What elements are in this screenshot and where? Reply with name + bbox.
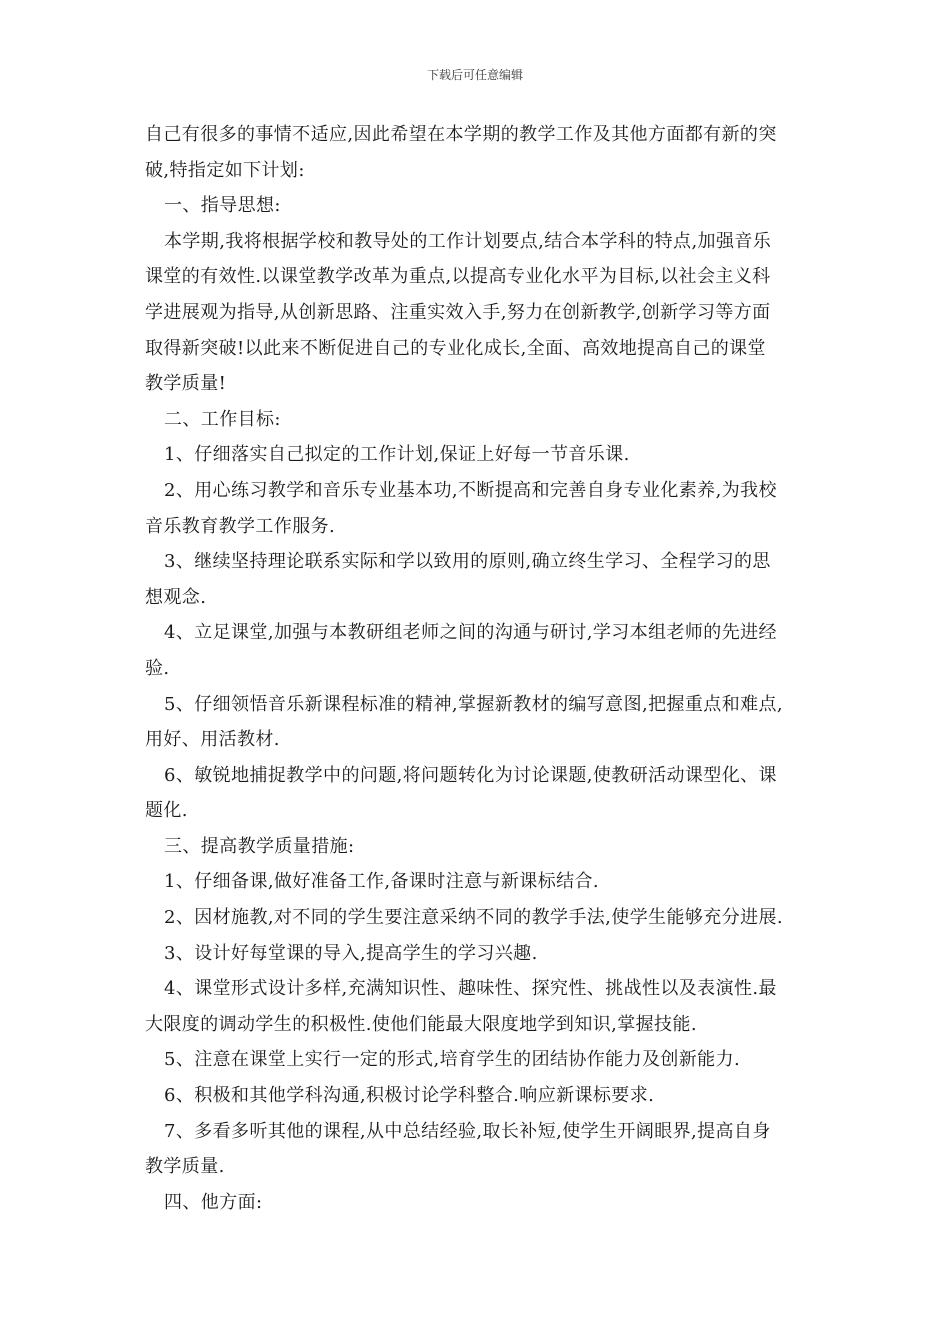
section-heading: 三、提高教学质量措施:	[164, 835, 355, 857]
list-item-continuation: 大限度的调动学生的积极性.使他们能最大限度地学到知识,掌握技能.	[145, 1013, 697, 1035]
paragraph-line: 破,特指定如下计划:	[145, 159, 305, 181]
list-item: 6、敏锐地捕捉教学中的问题,将问题转化为讨论课题,使教研活动课型化、课	[164, 764, 777, 786]
list-item-continuation: 验.	[145, 657, 170, 679]
list-item: 3、设计好每堂课的导入,提高学生的学习兴趣.	[164, 942, 538, 964]
list-item: 5、注意在课堂上实行一定的形式,培育学生的团结协作能力及创新能力.	[164, 1049, 741, 1071]
list-item: 2、用心练习教学和音乐专业基本功,不断提高和完善自身专业化素养,为我校	[164, 479, 777, 501]
list-item: 5、仔细领悟音乐新课程标准的精神,掌握新教材的编写意图,把握重点和难点,	[164, 693, 784, 715]
list-item: 7、多看多听其他的课程,从中总结经验,取长补短,使学生开阔眼界,提高自身	[164, 1120, 771, 1142]
page-header: 下载后可任意编辑	[426, 68, 523, 82]
paragraph-line: 教学质量!	[145, 373, 227, 395]
list-item-continuation: 用好、用活教材.	[145, 729, 280, 751]
paragraph-line: 课堂的有效性.以课堂教学改革为重点,以提高专业化水平为目标,以社会主义科	[145, 266, 771, 288]
document-body	[145, 117, 815, 1220]
list-item: 4、立足课堂,加强与本教研组老师之间的沟通与研讨,学习本组老师的先进经	[164, 622, 777, 644]
paragraph-line: 本学期,我将根据学校和教导处的工作计划要点,结合本学科的特点,加强音乐	[164, 230, 772, 252]
section-heading: 二、工作目标:	[164, 408, 281, 430]
paragraph-line: 学进展观为指导,从创新思路、注重实效入手,努力在创新教学,创新学习等方面	[145, 301, 771, 323]
list-item-continuation: 题化.	[145, 800, 188, 822]
list-item: 1、仔细落实自己拟定的工作计划,保证上好每一节音乐课.	[164, 444, 630, 466]
section-heading: 一、指导思想:	[164, 195, 281, 217]
list-item: 4、课堂形式设计多样,充满知识性、趣味性、探究性、挑战性以及表演性.最	[164, 978, 777, 1000]
list-item: 3、继续坚持理论联系实际和学以致用的原则,确立终生学习、全程学习的思	[164, 551, 771, 573]
list-item-continuation: 教学质量.	[145, 1156, 225, 1178]
list-item: 1、仔细备课,做好准备工作,备课时注意与新课标结合.	[164, 871, 600, 893]
paragraph-line: 取得新突破!以此来不断促进自己的专业化成长,全面、高效地提高自己的课堂	[145, 337, 766, 359]
list-item: 6、积极和其他学科沟通,积极讨论学科整合.响应新课标要求.	[164, 1085, 655, 1107]
list-item-continuation: 音乐教育教学工作服务.	[145, 515, 336, 537]
list-item-continuation: 想观念.	[145, 586, 207, 608]
paragraph-line: 自己有很多的事情不适应,因此希望在本学期的教学工作及其他方面都有新的突	[145, 124, 777, 145]
list-item: 2、因材施教,对不同的学生要注意采纳不同的教学手法,使学生能够充分进展.	[164, 907, 784, 929]
section-heading: 四、他方面:	[164, 1191, 263, 1213]
